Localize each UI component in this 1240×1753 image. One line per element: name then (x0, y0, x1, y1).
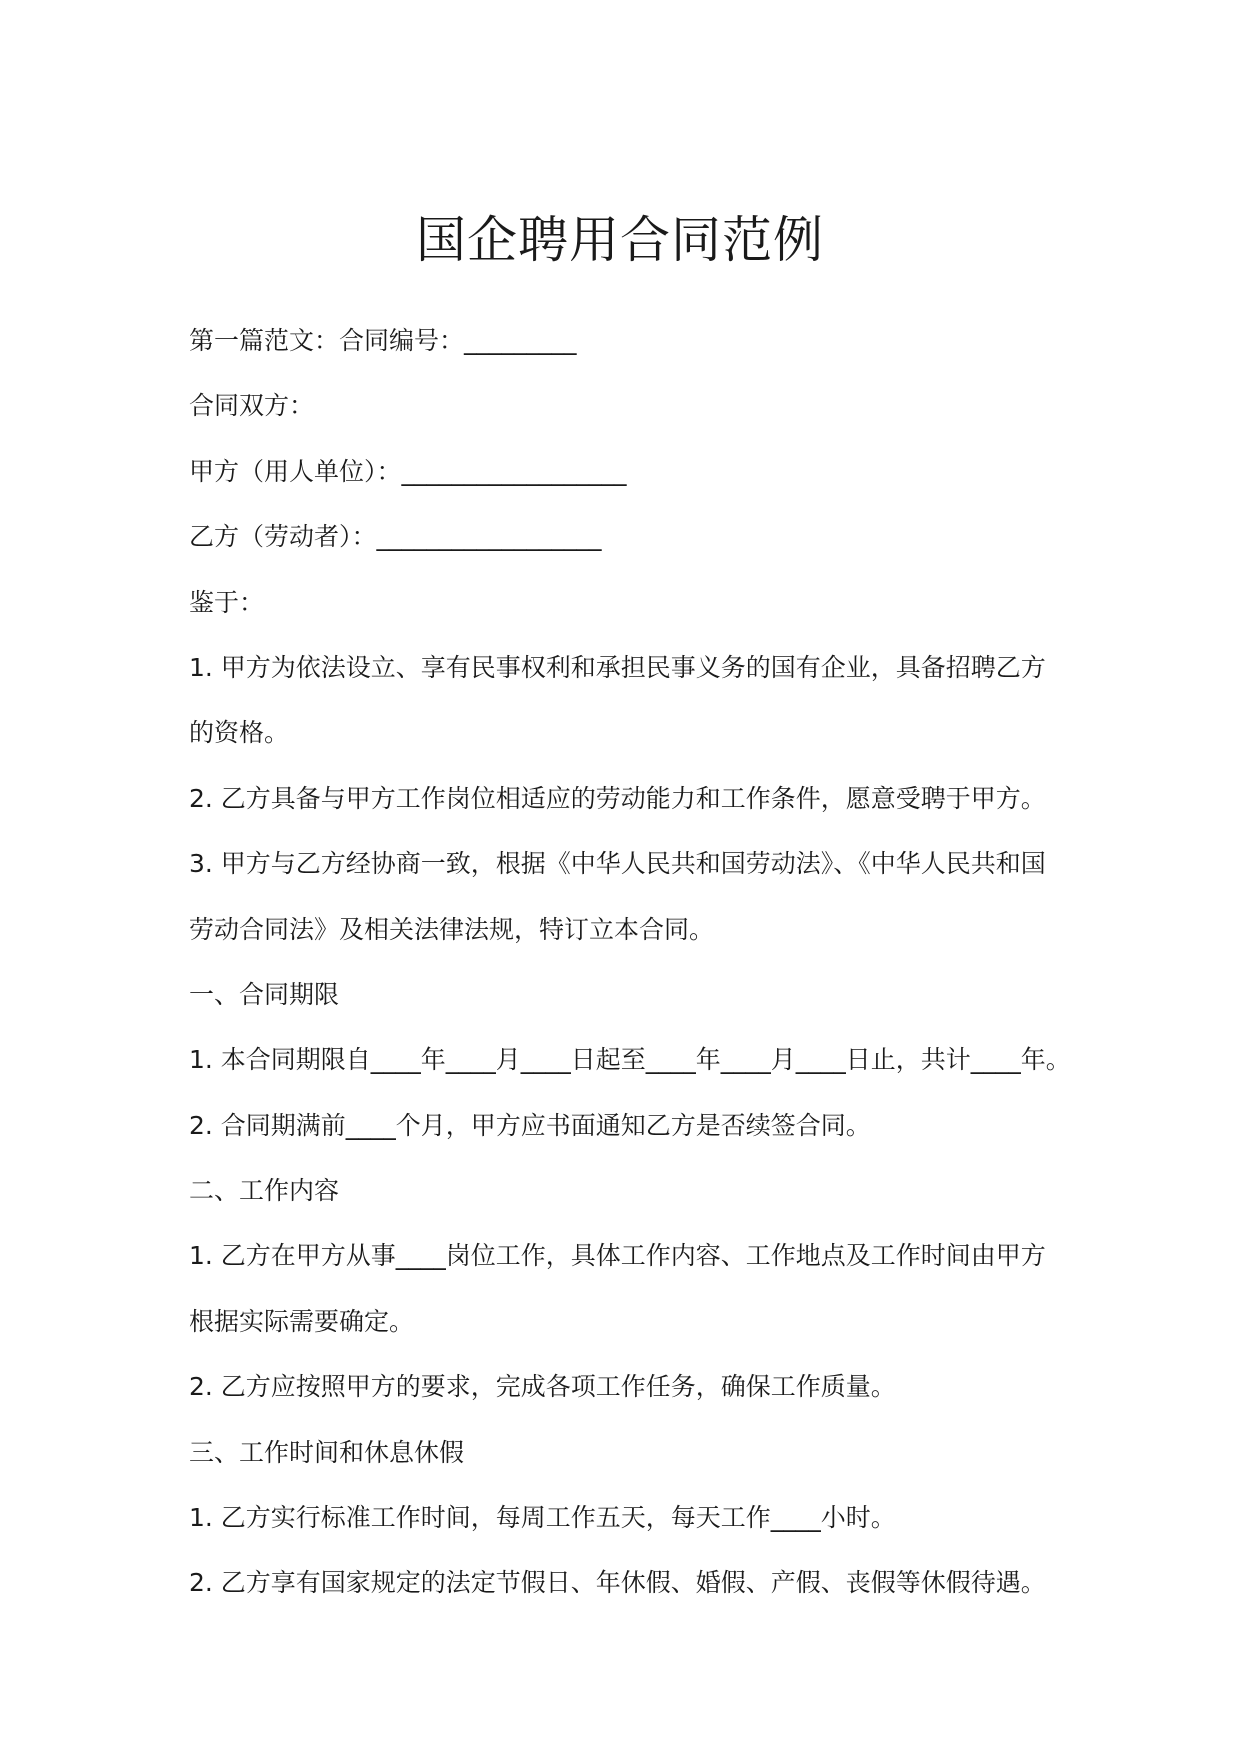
parties-heading: 合同双方： (189, 391, 315, 421)
document-title: 国企聘用合同范例 (416, 211, 824, 269)
section-1-item-2: 2. 合同期满前____个月，甲方应书面通知乙方是否续签合同。 (189, 1110, 871, 1140)
section-1-heading: 一、合同期限 (189, 979, 340, 1009)
document-body (189, 308, 1069, 1616)
section-3-item-1: 1. 乙方实行标准工作时间，每周工作五天，每天工作____小时。 (189, 1503, 896, 1533)
whereas-item-1-cont: 的资格。 (189, 718, 290, 748)
party-a-line: 甲方（用人单位）：__________________ (189, 456, 627, 486)
section-3-item-2: 2. 乙方享有国家规定的法定节假日、年休假、婚假、产假、丧假等休假待遇。 (189, 1568, 1046, 1598)
section-1-item-1: 1. 本合同期限自____年____月____日起至____年____月____日止，共计____年。 (189, 1045, 1071, 1075)
party-b-line: 乙方（劳动者）：__________________ (189, 522, 602, 552)
section-3-heading: 三、工作时间和休息休假 (189, 1437, 465, 1467)
whereas-item-3-cont: 劳动合同法》及相关法律法规，特订立本合同。 (189, 914, 715, 944)
section-2-item-1-cont: 根据实际需要确定。 (189, 1306, 415, 1336)
contract-number-line: 第一篇范文：合同编号：_________ (189, 326, 577, 355)
section-2-item-1: 1. 乙方在甲方从事____岗位工作，具体工作内容、工作地点及工作时间由甲方 (189, 1241, 1046, 1271)
whereas-item-3: 3. 甲方与乙方经协商一致，根据《中华人民共和国劳动法》、《中华人民共和国 (189, 849, 1046, 879)
section-2-heading: 二、工作内容 (189, 1176, 340, 1206)
whereas-item-2: 2. 乙方具备与甲方工作岗位相适应的劳动能力和工作条件，愿意受聘于甲方。 (189, 783, 1046, 813)
section-2-item-2: 2. 乙方应按照甲方的要求，完成各项工作任务，确保工作质量。 (189, 1372, 896, 1402)
whereas-item-1: 1. 甲方为依法设立、享有民事权利和承担民事义务的国有企业，具备招聘乙方 (189, 652, 1046, 682)
whereas-heading: 鉴于： (189, 587, 265, 617)
